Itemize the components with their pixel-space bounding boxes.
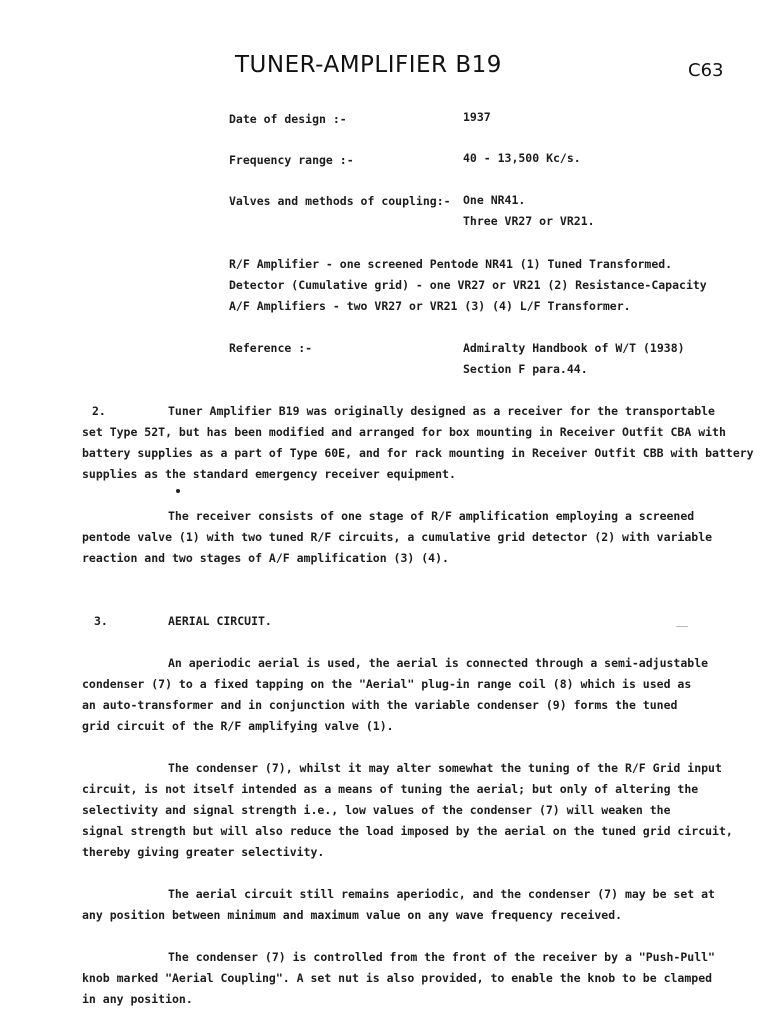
section-3-p1-line-1: An aperiodic aerial is used, the aerial is connected through a semi-adjustable — [168, 656, 709, 670]
stray-ink-mark — [176, 489, 180, 493]
section-2-p2-line-3: reaction and two stages of A/F amplification (3) (4). — [82, 551, 449, 565]
section-3-p2-line-4: signal strength but will also reduce the load imposed by the aerial on the tuned grid circuit, — [82, 824, 733, 838]
date-label: Date of design :- — [229, 112, 347, 126]
section-3-heading: AERIAL CIRCUIT. — [168, 614, 272, 628]
document-title: TUNER-AMPLIFIER B19 — [235, 52, 502, 78]
coupling-line-1: R/F Amplifier - one screened Pentode NR41 (1) Tuned Transformed. — [229, 257, 673, 271]
reference-value-2: Section F para.44. — [463, 362, 588, 376]
date-value: 1937 — [463, 110, 491, 124]
valves-label: Valves and methods of coupling:- — [229, 194, 451, 208]
section-3-p2-line-3: selectivity and signal strength i.e., low values of the condenser (7) will weaken the — [82, 803, 671, 817]
section-2-p2-line-1: The receiver consists of one stage of R/F amplification employing a screened — [168, 509, 695, 523]
section-3-p4-line-3: in any position. — [82, 992, 193, 1006]
section-3-p1-line-3: an auto-transformer and in conjunction with the variable condenser (9) forms the tuned — [82, 698, 678, 712]
frequency-label: Frequency range :- — [229, 153, 354, 167]
section-3-p1-line-4: grid circuit of the R/F amplifying valve (1). — [82, 719, 394, 733]
section-2-p2-line-2: pentode valve (1) with two tuned R/F circuits, a cumulative grid detector (2) with variable — [82, 530, 713, 544]
section-2-p1-line-2: set Type 52T, but has been modified and arranged for box mounting in Receiver Outfit CBA with — [82, 425, 726, 439]
section-3-p1-line-2: condenser (7) to a fixed tapping on the "Aerial" plug-in range coil (8) which is used as — [82, 677, 692, 691]
section-3-p2-line-1: The condenser (7), whilst it may alter somewhat the tuning of the R/F Grid input — [168, 761, 722, 775]
section-2-p1-line-4: supplies as the standard emergency receiver equipment. — [82, 467, 456, 481]
reference-label: Reference :- — [229, 341, 313, 355]
section-3-number: 3. — [94, 614, 108, 628]
coupling-line-2: Detector (Cumulative grid) - one VR27 or VR21 (2) Resistance-Capacity — [229, 278, 707, 292]
document-code: C63 — [688, 60, 724, 81]
section-3-p2-line-5: thereby giving greater selectivity. — [82, 845, 325, 859]
section-2-p1-line-1: Tuner Amplifier B19 was originally designed as a receiver for the transportable — [168, 404, 715, 418]
valves-value-1: One NR41. — [463, 193, 526, 207]
scan-speck — [676, 626, 688, 627]
frequency-value: 40 - 13,500 Kc/s. — [463, 151, 581, 165]
section-2-number: 2. — [92, 404, 106, 418]
reference-value-1: Admiralty Handbook of W/T (1938) — [463, 341, 685, 355]
section-3-p4-line-2: knob marked "Aerial Coupling". A set nut is also provided, to enable the knob to be clamped — [82, 971, 713, 985]
valves-value-2: Three VR27 or VR21. — [463, 214, 595, 228]
coupling-line-3: A/F Amplifiers - two VR27 or VR21 (3) (4) L/F Transformer. — [229, 299, 631, 313]
section-3-p3-line-2: any position between minimum and maximum value on any wave frequency received. — [82, 908, 623, 922]
section-3-p4-line-1: The condenser (7) is controlled from the front of the receiver by a "Push-Pull" — [168, 950, 715, 964]
section-3-p2-line-2: circuit, is not itself intended as a means of tuning the aerial; but only of altering the — [82, 782, 699, 796]
section-2-p1-line-3: battery supplies as a part of Type 60E, and for rack mounting in Receiver Outfit CBB with battery — [82, 446, 754, 460]
section-3-p3-line-1: The aerial circuit still remains aperiodic, and the condenser (7) may be set at — [168, 887, 715, 901]
